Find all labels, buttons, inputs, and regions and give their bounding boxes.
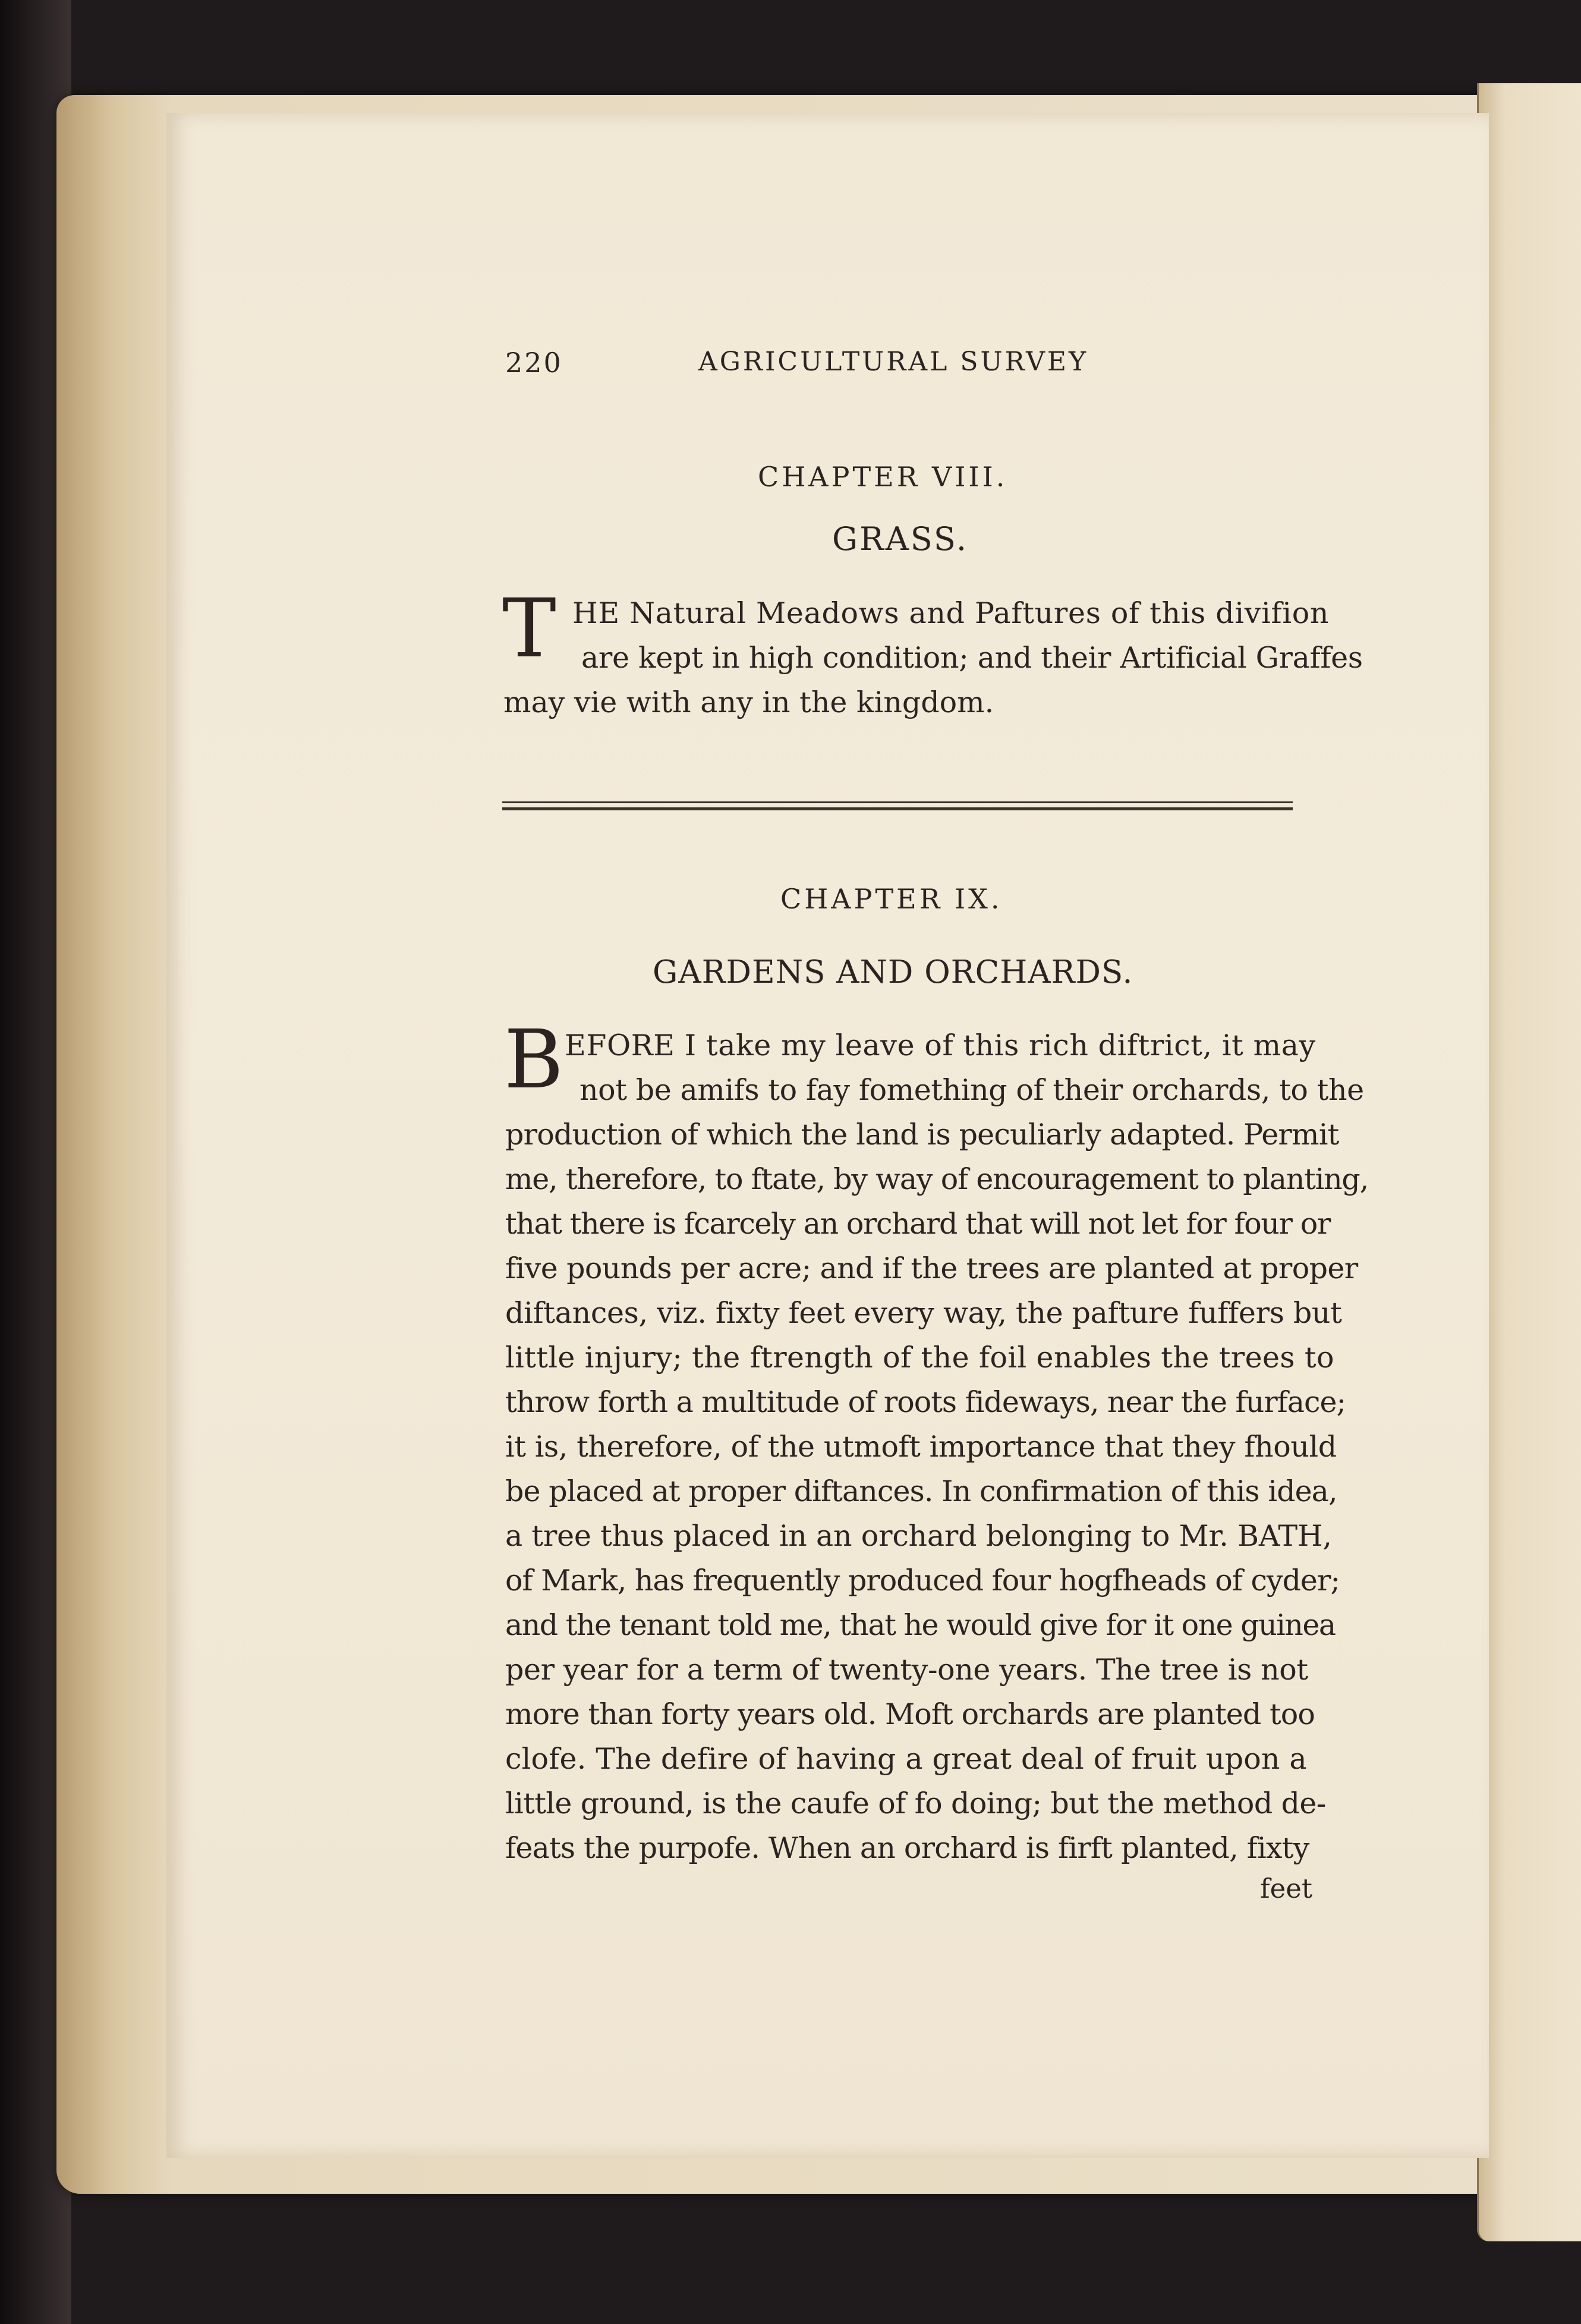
chapter-9-line-10: it is, therefore, of the utmoft importance that they fhould bbox=[505, 1430, 1337, 1464]
chapter-9-line-13: of Mark, has frequently produced four hogfheads of cyder; bbox=[505, 1564, 1340, 1597]
chapter-8-line-2: are kept in high condition; and their Artificial Graffes bbox=[581, 641, 1363, 675]
chapter-9-dropcap: B bbox=[504, 1013, 563, 1107]
chapter-9-line-6: five pounds per acre; and if the trees are planted at proper bbox=[505, 1251, 1358, 1285]
chapter-9-line-18: little ground, is the caufe of fo doing; but the method de- bbox=[505, 1787, 1326, 1820]
chapter-9-line-12: a tree thus placed in an orchard belonging to Mr. BATH, bbox=[505, 1519, 1332, 1553]
catchword: feet bbox=[1260, 1873, 1313, 1904]
chapter-9-line-2: not be amifs to fay fomething of their orchards, to the bbox=[580, 1073, 1364, 1107]
chapter-divider-thick bbox=[502, 807, 1293, 810]
chapter-9-line-3: production of which the land is peculiarly adapted. Permit bbox=[505, 1118, 1339, 1152]
chapter-9-line-15: per year for a term of twenty-one years. The tree is not bbox=[505, 1653, 1308, 1687]
chapter-9-heading: CHAPTER IX. bbox=[780, 883, 1003, 915]
chapter-9-line-9: throw forth a multitude of roots fideways, near the furface; bbox=[505, 1385, 1346, 1419]
chapter-8-heading: CHAPTER VIII. bbox=[758, 461, 1008, 493]
chapter-9-line-14: and the tenant told me, that he would give for it one guinea bbox=[505, 1608, 1336, 1642]
running-title: AGRICULTURAL SURVEY bbox=[698, 347, 1089, 377]
chapter-9-line-16: more than forty years old. Moft orchards are planted too bbox=[505, 1697, 1315, 1731]
facing-page-edge bbox=[1477, 83, 1581, 2241]
chapter-9-line-5: that there is fcarcely an orchard that will not let for four or bbox=[505, 1207, 1330, 1241]
chapter-8-line-3: may vie with any in the kingdom. bbox=[503, 685, 994, 719]
chapter-8-dropcap: T bbox=[502, 582, 556, 676]
page-number: 220 bbox=[505, 347, 563, 379]
chapter-9-line-4: me, therefore, to ftate, by way of encouragement to planting, bbox=[505, 1162, 1368, 1196]
chapter-9-line-19: feats the purpofe. When an orchard is firft planted, fixty bbox=[505, 1831, 1309, 1865]
chapter-9-line-7: diftances, viz. fixty feet every way, the pafture fuffers but bbox=[505, 1296, 1342, 1330]
chapter-9-line-1: EFORE I take my leave of this rich diftrict, it may bbox=[565, 1029, 1316, 1062]
chapter-9-line-17: clofe. The defire of having a great deal of fruit upon a bbox=[505, 1742, 1307, 1776]
chapter-9-title: GARDENS AND ORCHARDS. bbox=[653, 954, 1133, 990]
chapter-9-line-11: be placed at proper diftances. In confirmation of this idea, bbox=[505, 1474, 1337, 1508]
chapter-8-title: GRASS. bbox=[832, 520, 969, 558]
chapter-9-line-8: little injury; the ftrength of the foil enables the trees to bbox=[505, 1341, 1334, 1375]
chapter-8-line-1: HE Natural Meadows and Paftures of this divifion bbox=[572, 596, 1330, 630]
chapter-divider-thin bbox=[502, 801, 1293, 803]
